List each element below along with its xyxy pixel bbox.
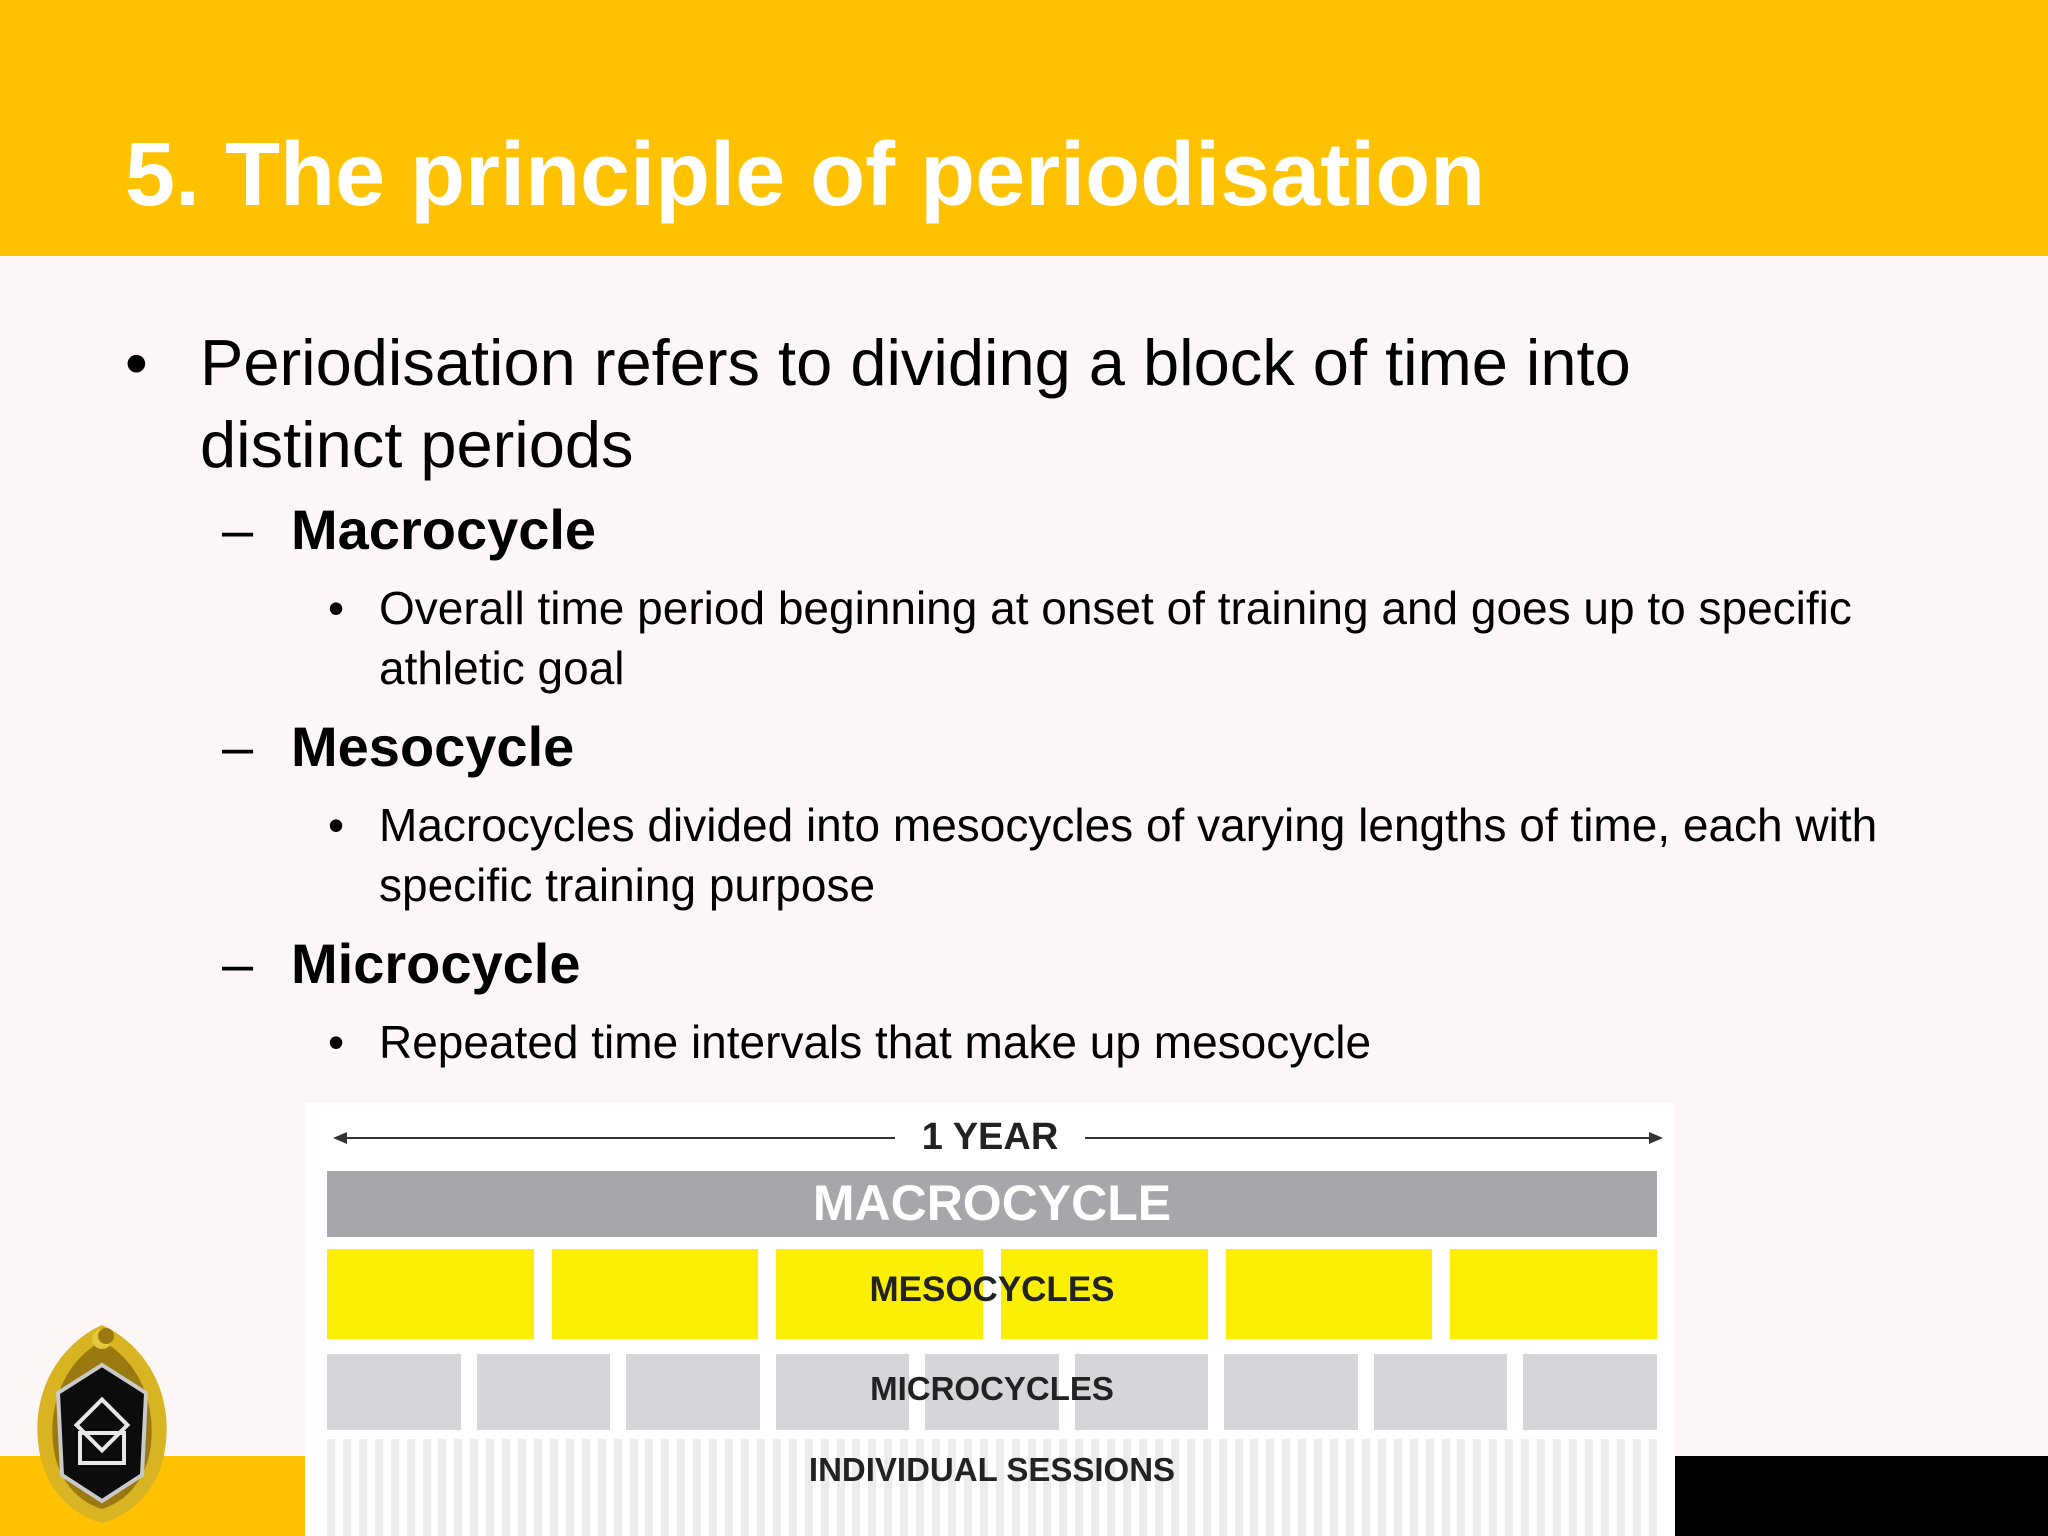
- school-crest-icon: [18, 1305, 186, 1527]
- bullet-dot: •: [328, 799, 345, 851]
- year-label: 1 YEAR: [921, 1116, 1059, 1158]
- section-detail-text: Macrocycles divided into mesocycles of varying lengths of time, each with specific training purpose: [379, 799, 1878, 911]
- bullet-dot: •: [328, 582, 345, 634]
- dash-mark: –: [222, 715, 254, 778]
- arrow-right-icon: [1649, 1132, 1663, 1144]
- bullet-dot: •: [125, 326, 148, 399]
- year-line-right: [1085, 1137, 1650, 1139]
- dash-mark: –: [222, 498, 254, 561]
- section-detail-text: Overall time period beginning at onset of training and goes up to specific athletic goal: [379, 582, 1852, 694]
- microcycles-label: MICROCYCLES: [870, 1370, 1114, 1407]
- bullet-dot: •: [328, 1016, 345, 1068]
- footer-band-right: [1675, 1456, 2048, 1536]
- periodisation-diagram: [305, 1103, 1675, 1536]
- macrocycle-label: MACROCYCLE: [812, 1175, 1172, 1231]
- dash-mark: –: [222, 932, 254, 995]
- section-heading: Macrocycle: [291, 498, 597, 561]
- section-detail-text: Repeated time intervals that make up mesocycle: [379, 1016, 1372, 1068]
- mesocycles-label: MESOCYCLES: [869, 1270, 1115, 1309]
- main-bullet-text: Periodisation refers to dividing a block of time into distinct periods: [200, 326, 1631, 481]
- year-line-left: [345, 1137, 895, 1139]
- sessions-label: INDIVIDUAL SESSIONS: [808, 1451, 1176, 1488]
- section-heading: Microcycle: [291, 932, 581, 995]
- section-heading: Mesocycle: [291, 715, 575, 778]
- slide-title: 5. The principle of periodisation: [125, 125, 1486, 225]
- arrow-left-icon: [333, 1132, 347, 1144]
